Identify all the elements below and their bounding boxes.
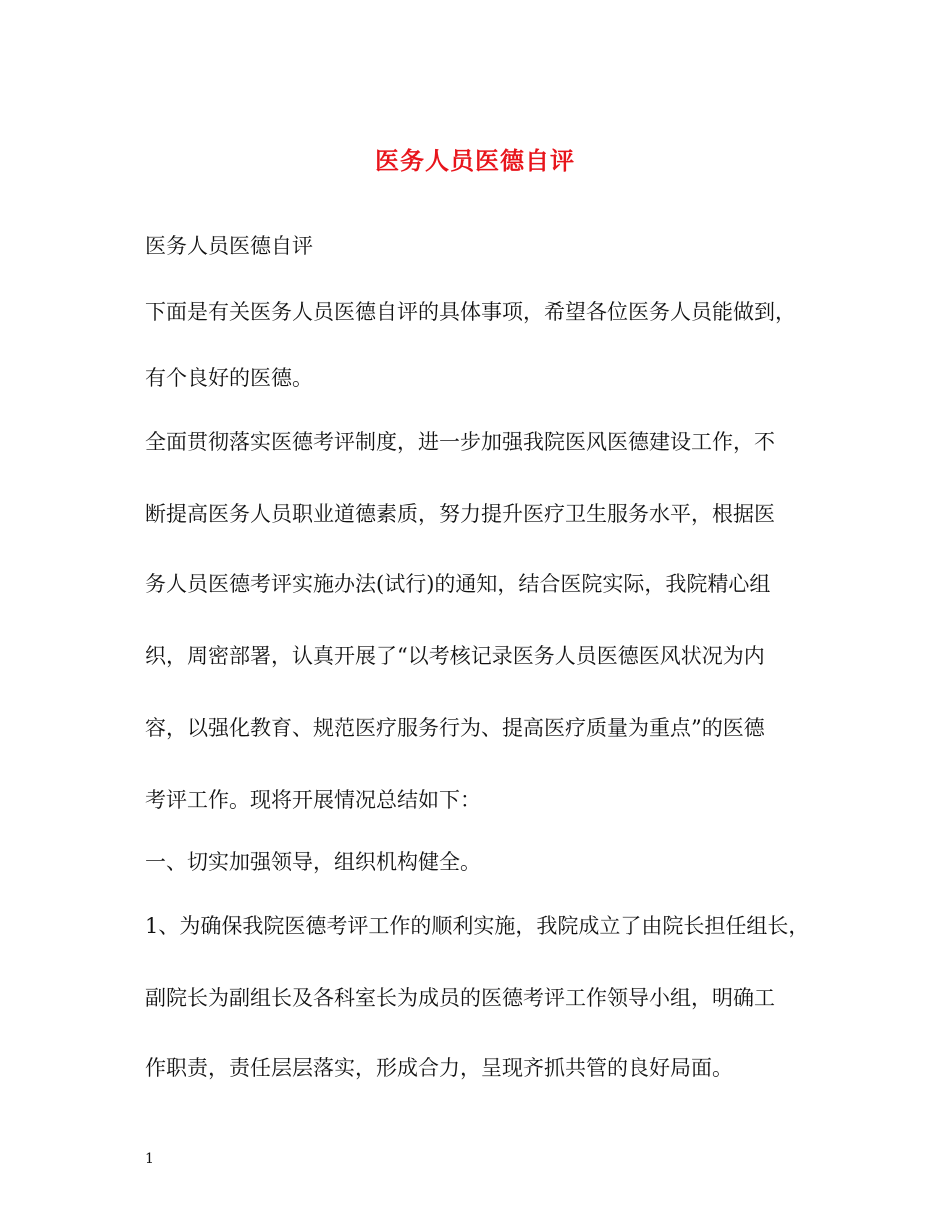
paragraph-line: 有个良好的医德。: [145, 366, 313, 390]
paragraph-line: 作职责，责任层层落实，形成合力，呈现齐抓共管的良好局面。: [145, 1056, 733, 1080]
paragraph-line: 1、为确保我院医德考评工作的顺利实施，我院成立了由院长担任组长，: [145, 914, 810, 938]
paragraph-line: 考评工作。现将开展情况总结如下：: [145, 788, 481, 812]
paragraph-line: 织，周密部署，认真开展了“以考核记录医务人员医德医风状况为内: [145, 644, 765, 668]
paragraph-line: 下面是有关医务人员医德自评的具体事项，希望各位医务人员能做到，: [145, 300, 796, 324]
paragraph-line: 务人员医德考评实施办法(试行)的通知，结合医院实际，我院精心组: [145, 572, 771, 596]
document-title: 医务人员医德自评: [375, 146, 575, 175]
section-heading: 一、切实加强领导，组织机构健全。: [145, 850, 481, 874]
page-number: 1: [145, 1151, 154, 1167]
paragraph-line: 副院长为副组长及各科室长为成员的医德考评工作领导小组，明确工: [145, 986, 775, 1010]
paragraph-line: 全面贯彻落实医德考评制度，进一步加强我院医风医德建设工作，不: [145, 430, 775, 454]
paragraph-line: 断提高医务人员职业道德素质，努力提升医疗卫生服务水平，根据医: [145, 502, 775, 526]
paragraph-heading: 医务人员医德自评: [145, 234, 313, 258]
paragraph-line: 容，以强化教育、规范医疗服务行为、提高医疗质量为重点”的医德: [145, 716, 765, 740]
